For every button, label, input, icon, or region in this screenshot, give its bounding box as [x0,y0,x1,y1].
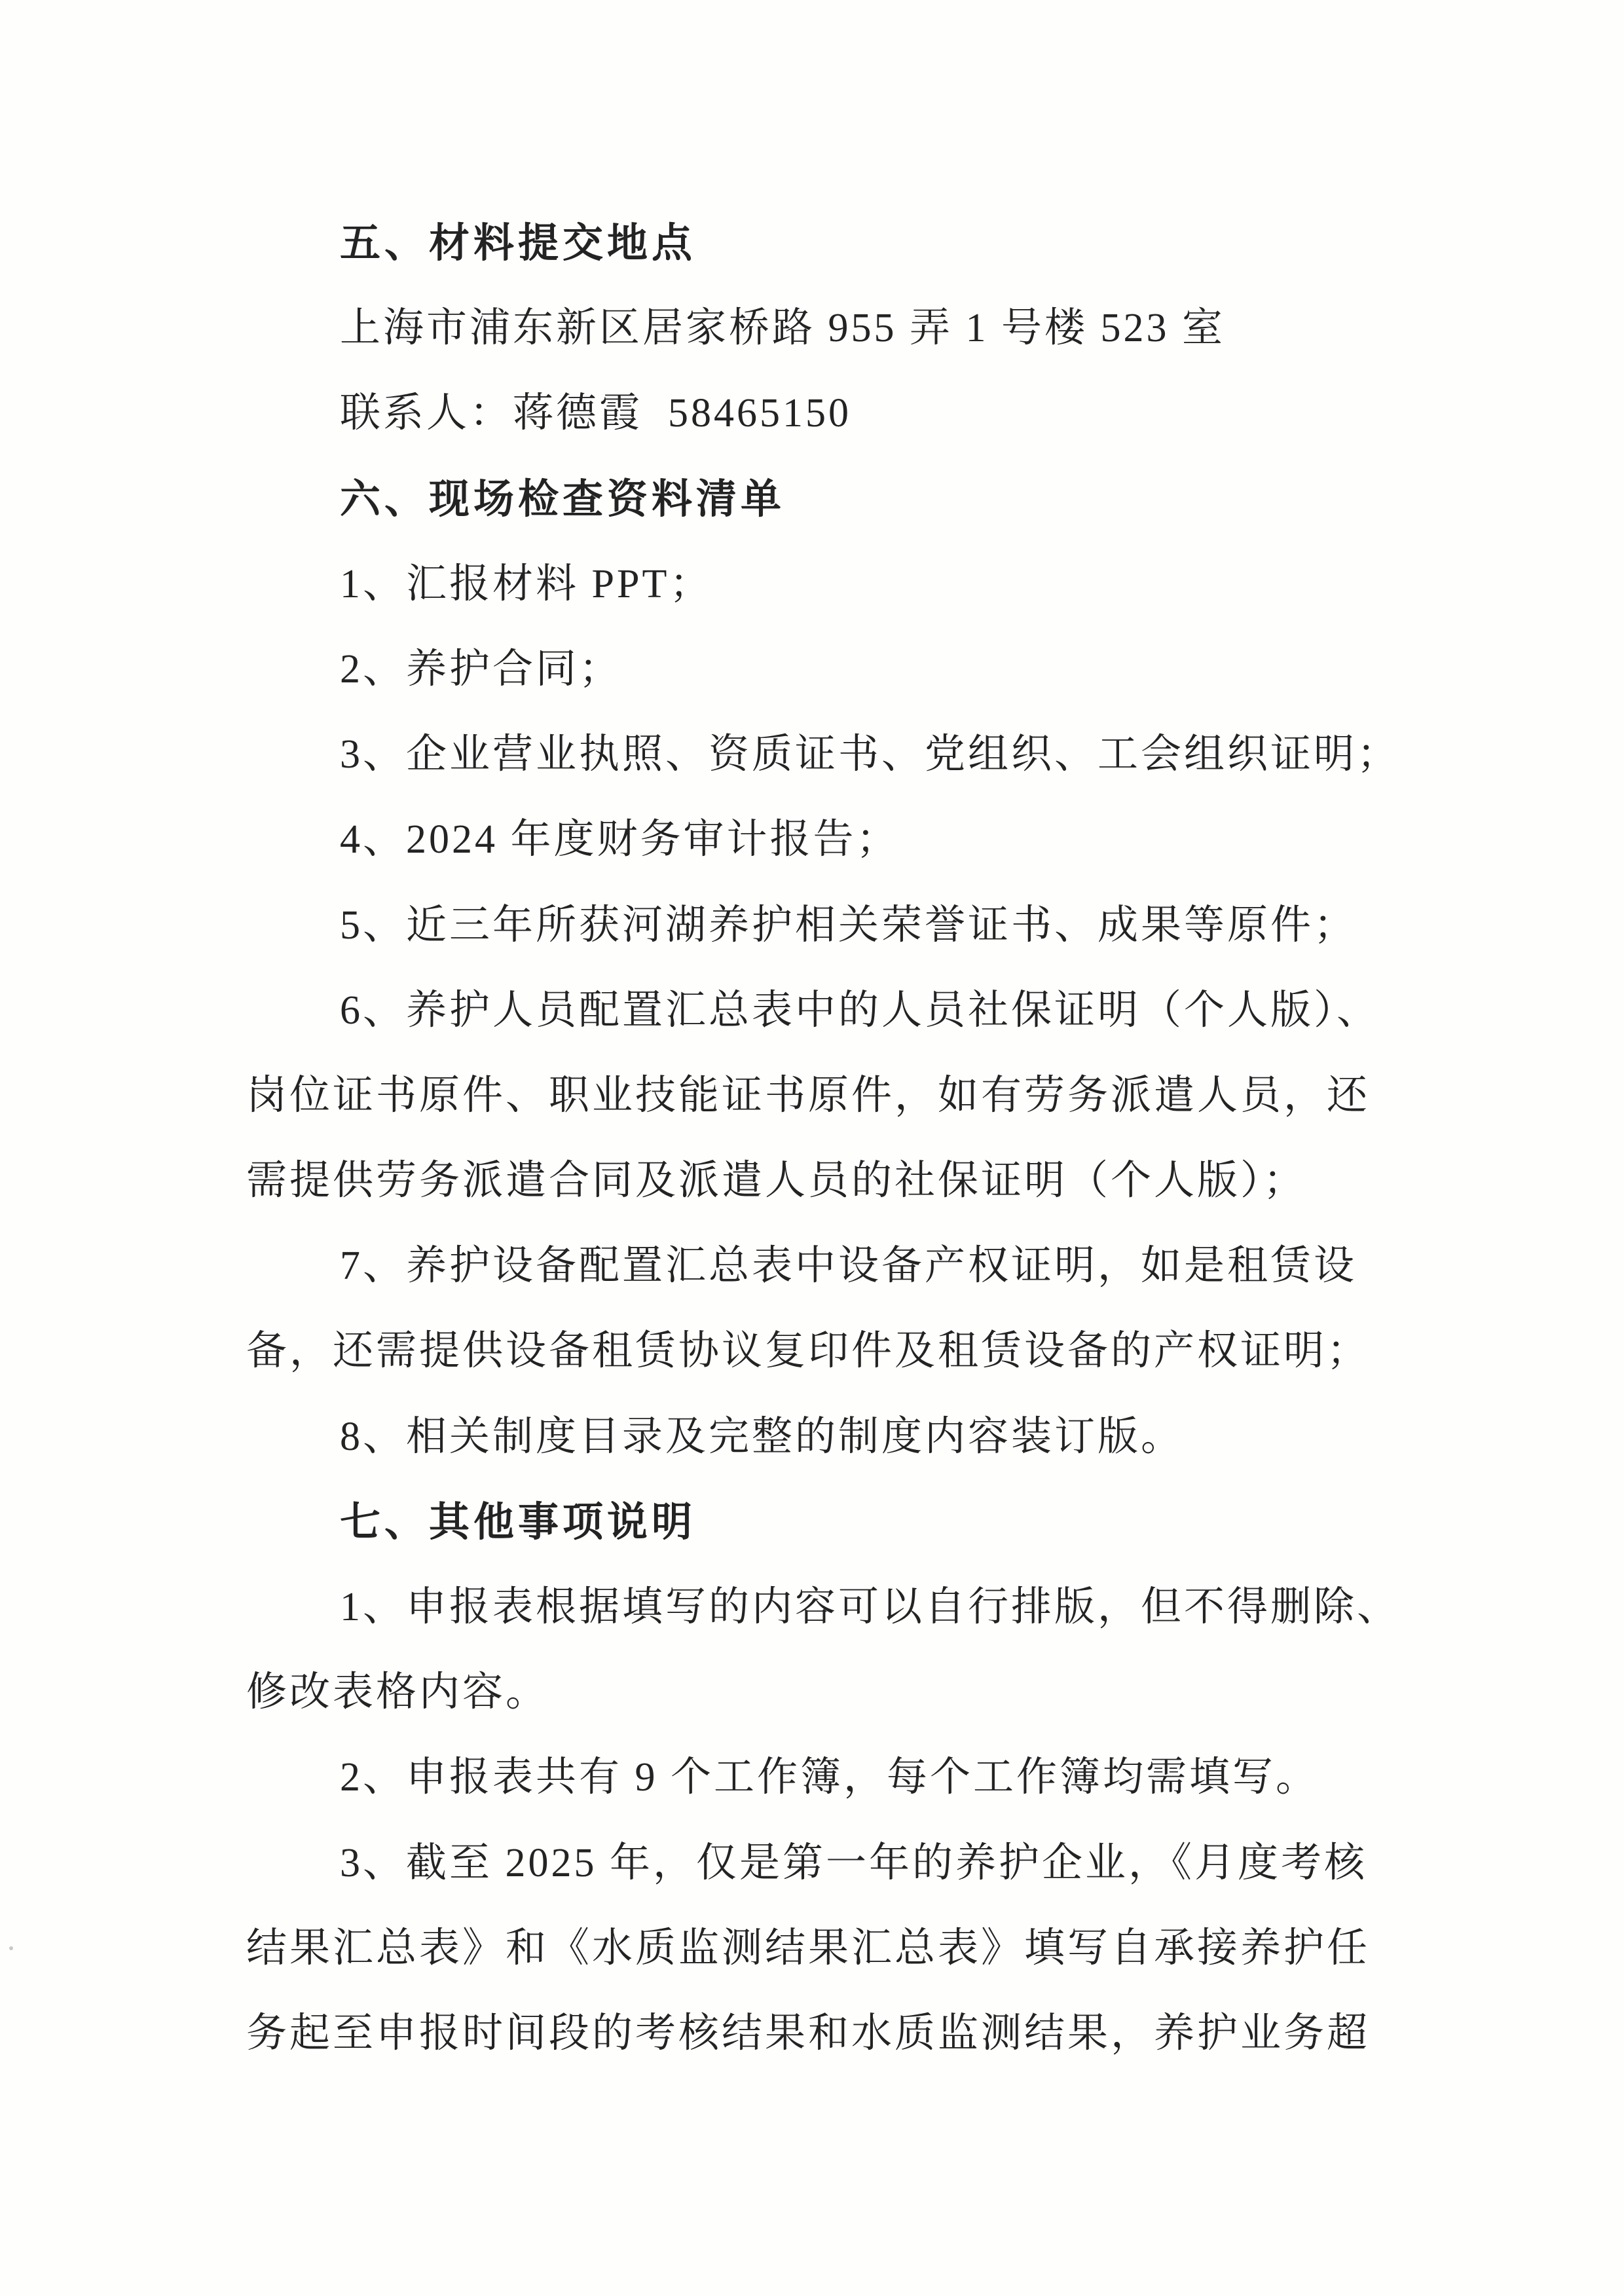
list-item: 7、养护设备配置汇总表中设备产权证明，如是租赁设 [340,1244,1357,1289]
list-item-continuation: 修改表格内容。 [246,1670,549,1715]
section-heading: 七、其他事项说明 [340,1497,697,1546]
list-item: 1、汇报材料 PPT； [340,561,713,606]
contact-line: 联系人：蒋德霞 58465150 [340,391,852,436]
list-item: 1、申报表根据填写的内容可以自行排版，但不得删除、 [340,1585,1401,1629]
section-heading: 五、材料提交地点 [340,219,697,267]
address-line: 上海市浦东新区居家桥路 955 弄 1 号楼 523 室 [340,306,1226,351]
list-item-continuation: 结果汇总表》和《水质监测结果汇总表》填写自承接养护任 [246,1925,1371,1971]
list-item-continuation: 务起至申报时间段的考核结果和水质监测结果，养护业务超 [246,2010,1371,2056]
list-item-continuation: 岗位证书原件、职业技能证书原件，如有劳务派遣人员，还 [246,1073,1371,1118]
list-item: 4、2024 年度财务审计报告； [340,817,900,862]
list-item: 2、申报表共有 9 个工作簿，每个工作簿均需填写。 [340,1755,1320,1800]
document-body [246,200,1401,2076]
list-item-continuation: 备，还需提供设备租赁协议复印件及租赁设备的产权证明； [246,1329,1371,1374]
list-item: 5、近三年所获河湖养护相关荣誉证书、成果等原件； [340,902,1357,948]
list-item-continuation: 需提供劳务派遣合同及派遣人员的社保证明（个人版）； [246,1158,1307,1204]
list-item: 3、企业营业执照、资质证书、党组织、工会组织证明； [340,732,1401,777]
scan-speck [9,1946,13,1950]
list-item: 2、养护合同； [340,646,623,692]
list-item: 3、截至 2025 年，仅是第一年的养护企业，《月度考核 [340,1840,1368,1885]
list-item: 8、相关制度目录及完整的制度内容装订版。 [340,1414,1185,1459]
list-item: 6、养护人员配置汇总表中的人员社保证明（个人版）、 [340,988,1380,1033]
section-heading: 六、现场检查资料清单 [340,474,786,523]
